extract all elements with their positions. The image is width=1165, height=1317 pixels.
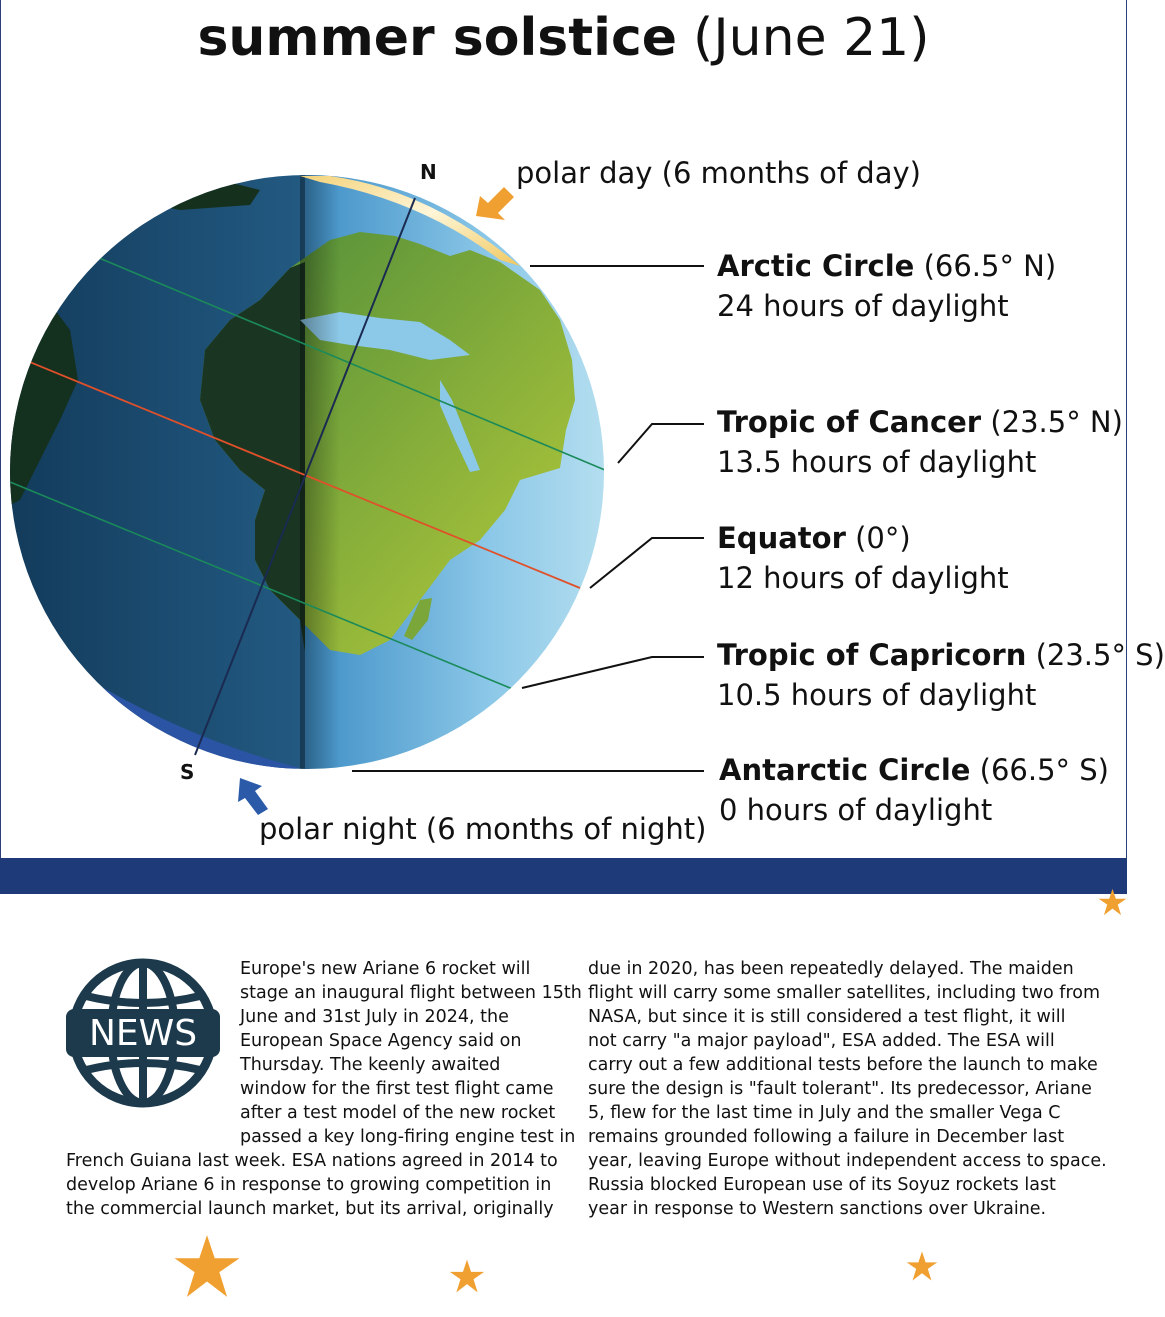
text-line: carry out a few additional tests before the launch to make (588, 1055, 1098, 1075)
news-globe-icon (66, 958, 220, 1108)
text-line: Europe's new Ariane 6 rocket will (240, 959, 531, 979)
arctic-coord: (66.5° N) (923, 249, 1057, 283)
star-icon (1098, 880, 1127, 924)
equator-daylight: 12 hours of daylight (717, 561, 1009, 595)
capricorn-daylight: 10.5 hours of daylight (717, 678, 1037, 712)
tropic-cancer-label (717, 402, 1123, 442)
terminator-shade (300, 160, 340, 800)
north-pole-label: N (420, 160, 437, 184)
text-line: window for the first test flight came (240, 1079, 554, 1099)
news-icon-label: NEWS (88, 1013, 198, 1054)
text-line: sure the design is "fault tolerant". Its predecessor, Ariane (588, 1079, 1092, 1099)
globe (0, 160, 615, 800)
cancer-daylight: 13.5 hours of daylight (717, 445, 1037, 479)
text-line: develop Ariane 6 in response to growing competition in (66, 1175, 552, 1195)
text-line: year in response to Western sanctions over Ukraine. (588, 1199, 1047, 1219)
text-line: the commercial launch market, but its arrival, originally (66, 1199, 554, 1219)
text-line: Russia blocked European use of its Soyuz rockets last (588, 1175, 1056, 1195)
text-line: NASA, but since it is still considered a test flight, it will (588, 1007, 1066, 1027)
south-pole-label: S (180, 760, 195, 784)
polar-day-label: polar day (6 months of day) (516, 156, 921, 190)
antarctic-name: Antarctic Circle (719, 753, 971, 787)
capricorn-name: Tropic of Capricorn (717, 638, 1027, 672)
cancer-coord: (23.5° N) (990, 405, 1123, 439)
text-line: stage an inaugural flight between 15th (240, 983, 582, 1003)
pointer-capricorn (522, 657, 704, 688)
capricorn-coord: (23.5° S) (1035, 638, 1165, 672)
equator-coord: (0°) (855, 521, 911, 555)
antarctic-daylight: 0 hours of daylight (719, 793, 993, 827)
text-line: European Space Agency said on (240, 1031, 522, 1051)
polar-night-label: polar night (6 months of night) (259, 812, 707, 846)
text-line: flight will carry some smaller satellites, including two from (588, 983, 1101, 1003)
arctic-circle-label (717, 246, 1056, 286)
divider-band (0, 858, 1127, 894)
text-line: French Guiana last week. ESA nations agreed in 2014 to (66, 1151, 558, 1171)
arctic-daylight: 24 hours of daylight (717, 289, 1009, 323)
pointer-equator (590, 538, 704, 588)
star-icon (448, 1258, 486, 1294)
news-column-1-bottom (66, 1149, 566, 1221)
text-line: June and 31st July in 2024, the (240, 1007, 509, 1027)
star-icon (905, 1250, 939, 1282)
equator-name: Equator (717, 521, 846, 555)
land-north (120, 175, 260, 210)
text-line: 5, flew for the last time in July and the smaller Vega C (588, 1103, 1061, 1123)
news-column-1-top (240, 957, 582, 1149)
text-line: not carry "a major payload", ESA added. The ESA will (588, 1031, 1055, 1051)
antarctic-coord: (66.5° S) (979, 753, 1109, 787)
text-line: remains grounded following a failure in December last (588, 1127, 1065, 1147)
arctic-name: Arctic Circle (717, 249, 915, 283)
polar-day-arrow-icon (476, 187, 514, 220)
news-column-2 (588, 957, 1107, 1221)
cancer-name: Tropic of Cancer (717, 405, 982, 439)
star-icon (172, 1232, 242, 1300)
text-line: Thursday. The keenly awaited (240, 1055, 501, 1075)
title-main: summer solstice (197, 8, 678, 68)
text-line: year, leaving Europe without independent access to space. (588, 1151, 1107, 1171)
pointer-cancer (618, 424, 704, 463)
title-date: (June 21) (693, 8, 930, 68)
text-line: due in 2020, has been repeatedly delayed. The maiden (588, 959, 1074, 979)
equator-label (717, 518, 911, 558)
text-line: passed a key long-firing engine test in (240, 1127, 576, 1147)
antarctic-circle-label (719, 750, 1109, 790)
tropic-capricorn-label (717, 635, 1165, 675)
text-line: after a test model of the new rocket (240, 1103, 556, 1123)
